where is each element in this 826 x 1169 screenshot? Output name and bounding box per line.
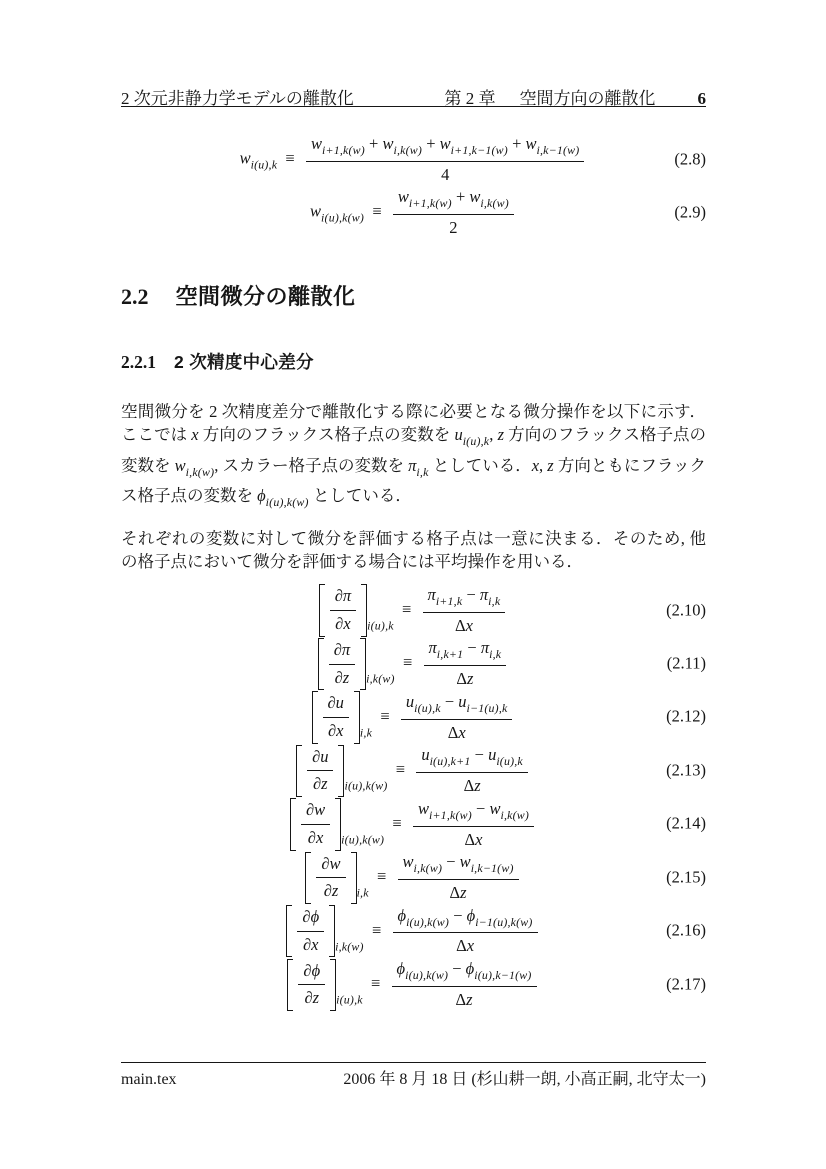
math-token-mv: u: [458, 691, 467, 711]
math-token-mv: w: [489, 798, 501, 818]
math-token-mv: ∂z: [334, 667, 350, 687]
math-token-mfrac: [307, 746, 333, 796]
math-token-mnum: [393, 905, 538, 934]
math-token-mt: , スカラー格子点の変数を: [214, 455, 409, 475]
subsection-heading: [121, 349, 706, 374]
math-token-mbg: [319, 584, 367, 636]
math-token-mt: 方向のフラックス格子点の変数を: [198, 425, 455, 445]
math-token-ms: i−1(u),k(w): [475, 914, 533, 929]
math-token-ms: i,k(w): [393, 142, 423, 157]
math-token-mfrac: [323, 692, 349, 742]
math-token-mden: [393, 215, 514, 240]
math-token-mbg: [312, 691, 360, 743]
math-token-mv: ∂u: [327, 693, 344, 713]
math-token-mt: +: [507, 134, 526, 153]
math-token-mv: w: [397, 187, 409, 207]
math-token-mt: 4: [441, 164, 450, 184]
equation-2-12-math: [312, 691, 516, 744]
math-token-mt: 2: [449, 218, 458, 238]
page-number: 6: [697, 89, 706, 108]
math-token-mbg: [296, 745, 344, 797]
math-token-ms: i,k: [489, 647, 502, 662]
math-token-mv: u: [454, 425, 463, 445]
math-token-ms: i(u),k−1(w): [474, 968, 532, 983]
equation-2-15: [121, 851, 706, 904]
math-token-mbc: [311, 852, 350, 904]
math-token-mt: としている．: [308, 486, 412, 506]
subsection-title: 2 次精度中心差分: [174, 351, 314, 372]
math-token-mfrac: [301, 799, 330, 849]
math-token-mv: ∂x: [303, 934, 319, 954]
equation-2-11: [121, 637, 706, 690]
equation-2-10: [121, 584, 706, 637]
equation-2-16-math: [286, 905, 540, 958]
equation-2-14-number: (2.14): [666, 814, 706, 834]
paragraph-1: [121, 400, 706, 515]
math-token-mv: ∂z: [304, 988, 320, 1008]
math-token-ms: i+1,k(w): [322, 142, 365, 157]
math-token-ms: i(u),k: [250, 157, 278, 172]
math-token-mv: ∂ϕ: [303, 960, 321, 980]
math-token-mbg: [290, 798, 341, 850]
math-token-mden: [423, 613, 506, 638]
equation-2-15-number: (2.15): [666, 867, 706, 887]
math-token-mden: [330, 611, 356, 636]
math-token-mt: ≡: [277, 148, 303, 168]
equation-2-8-number: (2.8): [674, 149, 706, 169]
math-token-mt: Δ: [463, 776, 475, 796]
math-token-ms: i,k(w): [500, 807, 530, 822]
math-token-mbc: [318, 691, 354, 743]
math-token-mnum: [298, 960, 325, 986]
math-token-mden: [401, 720, 513, 745]
math-token-mt: −: [448, 959, 466, 979]
math-token-ms: i(u),k(w): [321, 210, 365, 225]
math-token-mnum: [297, 906, 324, 932]
math-token-mfrac: [401, 691, 513, 744]
math-token-mbg: [305, 852, 356, 904]
math-token-mden: [398, 880, 519, 905]
math-token-mv: x: [475, 829, 483, 849]
math-token-mnum: [393, 186, 514, 215]
math-token-ms: i,k(w): [185, 464, 215, 479]
equation-2-12-number: (2.12): [666, 707, 706, 727]
math-token-mt: 方向ともにフラックス格子点の変数を: [121, 455, 707, 506]
math-token-mfrac: [393, 905, 538, 958]
equation-2-13: [121, 744, 706, 797]
math-token-ms: i(u),k(w): [405, 968, 449, 983]
math-token-mbc: [302, 745, 338, 797]
math-token-mden: [416, 773, 528, 798]
math-token-mt: −: [470, 745, 489, 765]
math-token-mv: ∂w: [305, 800, 326, 820]
math-token-mt: +: [364, 134, 383, 153]
math-token-mbc: [325, 584, 361, 636]
chapter-number: 第 2 章: [444, 89, 496, 108]
equation-block-main: [121, 584, 706, 1012]
equation-2-15-math: [305, 851, 521, 904]
math-token-mbc: [296, 798, 335, 850]
math-token-mfrac: [424, 637, 507, 690]
math-token-ms: i,k(w): [413, 861, 443, 876]
math-token-mS: i,k: [356, 885, 369, 900]
math-token-mnum: [330, 585, 356, 611]
math-token-ms: i(u),k(w): [265, 495, 309, 510]
math-token-mv: x: [465, 615, 473, 635]
math-token-mt: ≡: [362, 973, 389, 993]
math-token-mt: ≡: [393, 599, 420, 619]
math-token-ms: i(u),k: [462, 434, 490, 449]
math-token-mv: w: [402, 852, 414, 872]
math-token-mv: π: [480, 638, 490, 658]
math-token-mt: +: [451, 187, 470, 207]
math-token-ms: i,k−1(w): [536, 142, 580, 157]
math-token-ms: i,k−1(w): [470, 861, 514, 876]
math-token-mt: ≡: [384, 813, 410, 833]
math-token-mv: ∂π: [333, 639, 351, 659]
math-token-mfrac: [392, 958, 537, 1011]
math-token-mbg: [286, 905, 335, 957]
math-token-mS: i(u),k(w): [341, 832, 385, 847]
equation-block-top: [121, 133, 706, 240]
math-token-mv: z: [466, 989, 473, 1009]
math-token-mv: z: [460, 882, 467, 902]
math-token-mt: 方向のフラックス格子点の変数を: [121, 425, 707, 475]
equation-2-17-number: (2.17): [666, 974, 706, 994]
math-token-ms: i+1,k(w): [408, 196, 452, 211]
math-token-mv: π: [408, 455, 417, 475]
math-token-mv: ϕ: [397, 905, 407, 925]
math-token-mv: ∂z: [323, 881, 339, 901]
math-token-mfrac: [416, 744, 528, 797]
section-number: 2.2: [121, 283, 149, 309]
math-token-mS: i(u),k(w): [344, 778, 388, 793]
equation-2-16: [121, 905, 706, 958]
math-token-mbg: [287, 959, 336, 1011]
math-token-mfrac: [316, 853, 345, 903]
math-token-mnum: [323, 692, 349, 718]
math-token-mv: x: [466, 936, 475, 956]
math-token-mt: ≡: [372, 706, 398, 726]
math-token-ms: i+1,k(w): [428, 807, 472, 822]
math-token-mnum: [423, 584, 506, 613]
math-token-mden: [307, 771, 333, 796]
math-token-mden: [424, 666, 507, 691]
math-token-mden: [393, 933, 538, 958]
math-token-mnum: [413, 798, 534, 827]
math-token-ms: i(u),k: [414, 700, 441, 715]
math-token-mv: ∂w: [321, 853, 341, 873]
math-token-mt: Δ: [456, 669, 467, 689]
equation-2-11-math: [318, 637, 510, 690]
subsection-number: 2.2.1: [121, 351, 156, 372]
equation-2-17-math: [287, 958, 539, 1011]
math-token-mnum: [398, 851, 519, 880]
math-token-mv: w: [439, 134, 451, 153]
math-token-mt: ,: [539, 455, 548, 475]
math-token-mt: Δ: [454, 615, 466, 635]
math-token-mv: x: [458, 722, 466, 742]
math-token-mv: ϕ: [396, 959, 406, 979]
math-token-mv: w: [525, 134, 537, 153]
math-token-mfrac: [298, 960, 325, 1010]
math-token-mv: u: [405, 691, 415, 711]
math-token-mv: x: [191, 425, 199, 445]
math-token-mv: z: [497, 425, 504, 445]
math-token-mt: −: [462, 584, 480, 604]
math-token-mv: w: [382, 134, 394, 153]
math-token-mt: ≡: [363, 920, 390, 940]
math-token-ms: i+1,k−1(w): [450, 142, 508, 157]
math-token-mv: ϕ: [466, 905, 476, 925]
math-token-ms: i,k: [416, 464, 429, 479]
math-token-mS: i,k: [359, 725, 373, 740]
paragraph-2: [121, 527, 706, 574]
footer-date-authors: 2006 年 8 月 18 日 (杉山耕一朗, 小高正嗣, 北守太一): [343, 1071, 706, 1088]
math-token-ms: i(u),k: [496, 754, 523, 769]
math-token-mnum: [401, 691, 513, 720]
equation-2-17: [121, 958, 706, 1011]
math-token-mv: π: [479, 584, 489, 604]
math-token-mS: i(u),k: [336, 992, 363, 1007]
math-token-mv: ϕ: [465, 959, 475, 979]
math-token-mt: 空間微分を 2 次精度差分で離散化する際に必要となる微分操作を以下に示す．ここでは: [121, 401, 706, 445]
equation-2-13-math: [296, 744, 531, 797]
math-token-mden: [298, 985, 325, 1010]
math-token-mden: [323, 718, 349, 743]
equation-2-16-number: (2.16): [666, 920, 706, 940]
math-token-mv: ∂x: [307, 827, 324, 847]
math-token-mt: Δ: [455, 989, 467, 1009]
math-token-mt: Δ: [456, 936, 467, 956]
math-token-mt: ≡: [368, 866, 395, 886]
math-token-mnum: [301, 799, 330, 825]
math-token-mbc: [293, 959, 330, 1011]
chapter-title: 空間方向の離散化: [519, 89, 656, 108]
math-token-mv: w: [469, 187, 481, 207]
math-token-ms: i(u),k(w): [406, 914, 450, 929]
math-token-mfrac: [297, 906, 324, 956]
equation-2-9: [121, 186, 706, 239]
math-token-mv: w: [310, 201, 322, 221]
math-token-mden: [306, 162, 584, 187]
math-token-mv: ∂x: [335, 614, 351, 634]
math-token-mt: −: [440, 691, 459, 711]
math-token-mv: ∂π: [334, 586, 352, 606]
footer-file-name: main.tex: [121, 1071, 177, 1088]
math-token-mden: [301, 825, 330, 850]
math-token-mnum: [316, 853, 345, 879]
math-token-mden: [329, 665, 355, 690]
section-heading: [121, 280, 706, 311]
math-token-mfrac: [393, 186, 514, 239]
math-token-ms: i,k(w): [480, 196, 509, 211]
math-token-mv: w: [174, 455, 186, 475]
math-token-mv: ∂u: [312, 746, 329, 766]
math-token-mS: i(u),k: [367, 618, 394, 633]
math-token-mv: u: [488, 745, 497, 765]
math-token-mnum: [329, 639, 355, 665]
equation-2-8-math: [240, 133, 588, 186]
math-token-mfrac: [306, 133, 584, 186]
math-token-ms: i+1,k: [435, 593, 463, 608]
math-token-mnum: [416, 744, 528, 773]
equation-2-14: [121, 798, 706, 851]
math-token-mnum: [307, 746, 333, 772]
math-token-ms: i,k: [488, 593, 501, 608]
math-token-mv: z: [474, 776, 481, 796]
equation-2-11-number: (2.11): [666, 653, 706, 673]
math-token-mden: [413, 827, 534, 852]
math-token-mfrac: [398, 851, 519, 904]
equation-2-14-math: [290, 798, 537, 851]
math-token-mt: −: [471, 798, 490, 818]
math-token-mv: w: [310, 134, 322, 153]
equation-2-13-number: (2.13): [666, 760, 706, 780]
math-token-mv: w: [417, 798, 429, 818]
math-token-mv: ∂ϕ: [302, 907, 320, 927]
math-token-mv: u: [421, 745, 430, 765]
equation-2-10-number: (2.10): [666, 600, 706, 620]
math-token-mden: [392, 987, 537, 1012]
math-token-mt: −: [442, 852, 460, 872]
math-token-mv: w: [459, 852, 471, 872]
math-token-mt: Δ: [464, 829, 476, 849]
math-token-mnum: [424, 637, 507, 666]
math-token-mnum: [392, 958, 537, 987]
math-token-mfrac: [423, 584, 506, 637]
section-title: 空間微分の離散化: [175, 283, 356, 309]
footer-rule: [121, 1062, 706, 1063]
page-footer: [121, 1066, 706, 1089]
math-token-ms: i−1(u),k: [466, 700, 508, 715]
math-token-mfrac: [329, 639, 355, 689]
math-token-ms: i,k+1: [436, 647, 464, 662]
math-token-mt: ,: [489, 425, 498, 445]
math-token-mbc: [292, 905, 329, 957]
math-token-mt: それぞれの変数に対して微分を評価する格子点は一意に決まる．そのため, 他の格子点において微分を評価する場合には平均操作を用いる．: [121, 528, 706, 572]
running-title: 2 次元非静力学モデルの離散化: [121, 89, 354, 108]
math-token-mv: ∂x: [327, 721, 344, 740]
equation-2-9-math: [310, 186, 517, 239]
math-token-mS: i,k(w): [335, 938, 364, 953]
math-token-mv: π: [427, 584, 436, 604]
math-token-mt: Δ: [449, 882, 461, 902]
math-token-mt: −: [463, 638, 481, 658]
math-token-mt: ≡: [364, 201, 390, 221]
math-token-ms: i(u),k+1: [429, 754, 471, 769]
math-token-mt: Δ: [447, 722, 459, 742]
math-token-mt: −: [449, 905, 467, 925]
equation-2-8: [121, 133, 706, 186]
math-token-mv: z: [467, 669, 474, 689]
math-token-mS: i,k(w): [366, 671, 395, 686]
math-token-mt: ≡: [394, 652, 421, 672]
equation-2-10-math: [319, 584, 509, 637]
math-token-mt: としている．: [428, 455, 532, 475]
math-token-mfrac: [330, 585, 356, 635]
math-token-mnum: [306, 133, 584, 162]
math-token-mv: w: [239, 148, 251, 168]
math-token-mfrac: [413, 798, 534, 851]
math-token-mt: +: [422, 134, 440, 153]
math-token-mv: ∂z: [312, 774, 328, 794]
equation-2-12: [121, 691, 706, 744]
math-token-mt: ≡: [387, 759, 414, 779]
math-token-mden: [297, 932, 324, 957]
math-token-mden: [316, 878, 345, 903]
math-token-mv: z: [547, 455, 554, 475]
math-token-mv: x: [531, 455, 540, 475]
math-token-mv: ϕ: [257, 486, 266, 506]
equation-2-9-number: (2.9): [674, 202, 706, 222]
math-token-mbc: [324, 638, 360, 690]
page-content: [121, 107, 706, 1011]
math-token-mv: π: [428, 638, 437, 658]
math-token-mbg: [318, 638, 366, 690]
